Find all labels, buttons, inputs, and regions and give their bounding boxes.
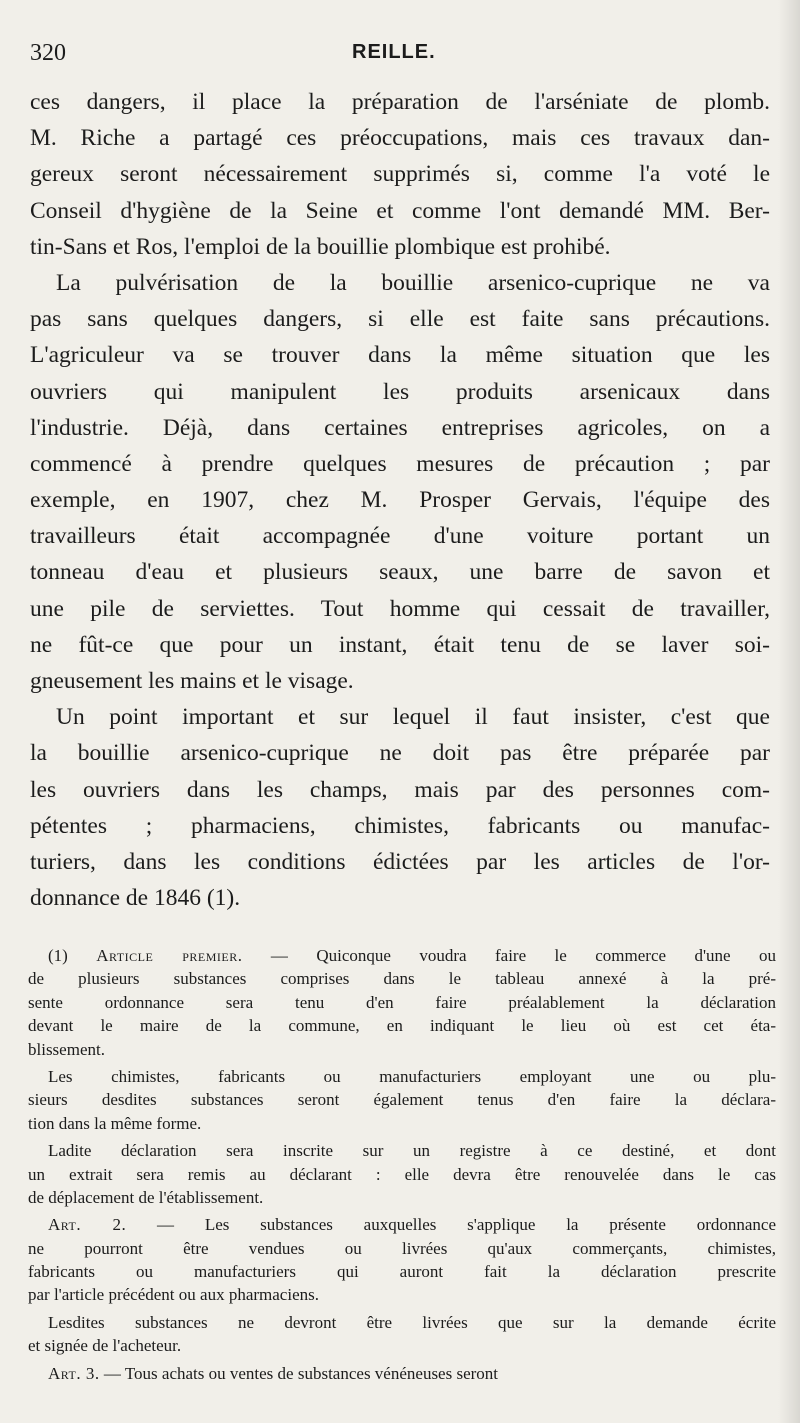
footnote-text: — Les substances auxquelles s'applique la présente ordonnance [157, 1215, 776, 1235]
article-label: Art. 3. [48, 1363, 100, 1383]
footnote-line: devant le maire de la commune, en indiquant le lieu où est cet éta- [28, 1016, 776, 1036]
footnote-line: (1) Article premier. — Quiconque voudra faire le commerce d'une ou [48, 946, 776, 965]
footnote-line: ne pourront être vendues ou livrées qu'aux commerçants, chimistes, [28, 1238, 776, 1258]
text-line: Conseil d'hygiène de la Seine et comme l'ont demandé MM. Ber- [30, 197, 770, 224]
text-line: la bouillie arsenico-cuprique ne doit pas être préparée par [30, 740, 770, 767]
footnote-line: sieurs desdites substances seront également tenus d'en faire la déclara- [28, 1090, 776, 1110]
text-line: L'agriculeur va se trouver dans la même situation que les [30, 342, 770, 369]
footnote-line: Ladite déclaration sera inscrite sur un registre à ce destiné, et dont [48, 1141, 776, 1161]
article-label: Article premier. [96, 946, 243, 965]
running-head: REILLE. [352, 41, 436, 63]
page-header [30, 40, 770, 76]
text-line: l'industrie. Déjà, dans certaines entreprises agricoles, on a [30, 414, 770, 441]
footnote [28, 944, 776, 1385]
text-line: une pile de serviettes. Tout homme qui cessait de travailler, [30, 595, 770, 622]
text-line: travailleurs était accompagnée d'une voiture portant un [30, 523, 770, 550]
footnote-line: de déplacement de l'établissement. [28, 1187, 264, 1207]
footnote-line: tion dans la même forme. [28, 1113, 202, 1133]
text-line: M. Riche a partagé ces préoccupations, mais ces travaux dan- [30, 125, 770, 152]
footnote-line: Les chimistes, fabricants ou manufacturiers employant une ou plu- [48, 1066, 776, 1086]
text-line: pas sans quelques dangers, si elle est faite sans précautions. [30, 306, 770, 333]
text-line: Un point important et sur lequel il faut insister, c'est que [56, 704, 770, 731]
text-line: La pulvérisation de la bouillie arsenico-cuprique ne va [56, 269, 770, 296]
footnote-line: de plusieurs substances comprises dans le tableau annexé à la pré- [28, 969, 776, 989]
page-number: 320 [30, 40, 66, 66]
text-line: tonneau d'eau et plusieurs seaux, une barre de savon et [30, 559, 770, 586]
footnote-text: — Tous achats ou ventes de substances vénéneuses seront [103, 1363, 499, 1383]
footnote-line: par l'article précédent ou aux pharmaciens. [28, 1285, 319, 1305]
footnote-line: fabricants ou manufacturiers qui auront fait la déclaration prescrite [28, 1262, 776, 1282]
text-line: ces dangers, il place la préparation de l'arséniate de plomb. [30, 89, 770, 115]
footnote-text: — Quiconque voudra faire le commerce d'une ou [270, 946, 776, 965]
text-line: donnance de 1846 (1). [30, 885, 241, 912]
text-line: ouvriers qui manipulent les produits arsenicaux dans [30, 378, 770, 405]
footnote-line [28, 1213, 776, 1236]
text-line: gereux seront nécessairement supprimés si, comme l'a voté le [30, 161, 770, 188]
main-text [30, 84, 770, 916]
text-line: commencé à prendre quelques mesures de précaution ; par [30, 450, 770, 477]
page-edge-shadow [778, 0, 800, 1423]
footnote-line: sente ordonnance sera tenu d'en faire préalablement la déclaration [28, 992, 776, 1012]
article-label: Art. 2. [48, 1215, 127, 1235]
footnote-line: un extrait sera remis au déclarant : elle devra être renouvelée dans le cas [28, 1164, 776, 1184]
footnote-line [28, 1362, 776, 1385]
text-line: turiers, dans les conditions édictées par les articles de l'or- [30, 848, 770, 875]
text-line: ne fût-ce que pour un instant, était tenu de se laver soi- [30, 631, 770, 658]
text-line: gneusement les mains et le visage. [30, 668, 354, 694]
text-line: exemple, en 1907, chez M. Prosper Gervais, l'équipe des [30, 487, 770, 514]
text-line: tin-Sans et Ros, l'emploi de la bouillie plombique est prohibé. [30, 233, 611, 260]
footnote-line: Lesdites substances ne devront être livrées que sur la demande écrite [48, 1312, 776, 1332]
footnote-line: et signée de l'acheteur. [28, 1336, 182, 1356]
footnote-line: blissement. [28, 1039, 105, 1059]
text-line: pétentes ; pharmaciens, chimistes, fabricants ou manufac- [30, 812, 770, 839]
text-line: les ouvriers dans les champs, mais par des personnes com- [30, 776, 770, 803]
